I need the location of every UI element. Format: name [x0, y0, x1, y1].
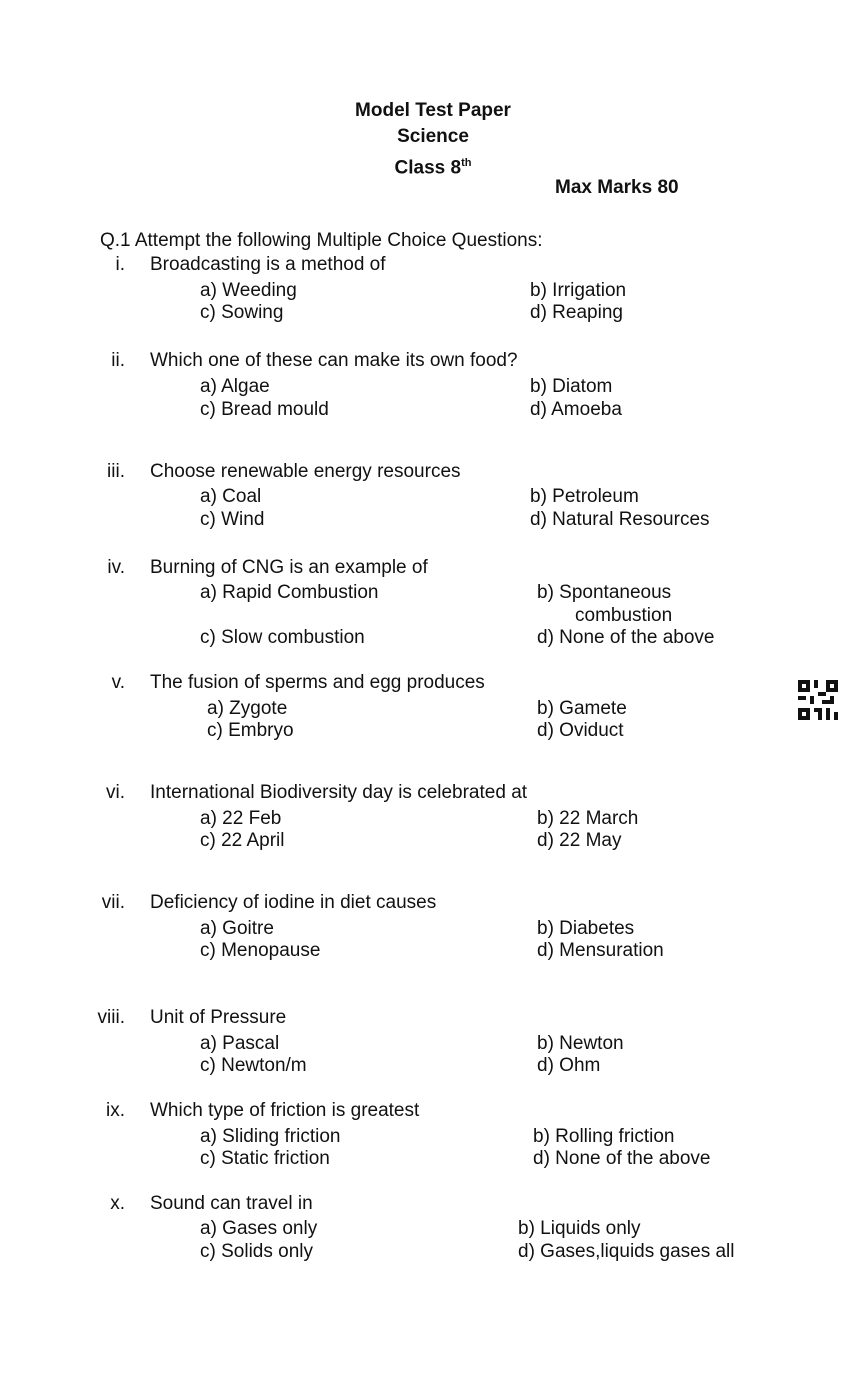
question-number: ii. — [111, 350, 125, 371]
option-c[interactable]: c) Menopause — [200, 940, 321, 961]
option-a[interactable]: a) Sliding friction — [200, 1126, 341, 1147]
option-b[interactable]: b) Rolling friction — [533, 1126, 675, 1147]
question-text: Which one of these can make its own food? — [150, 350, 518, 371]
option-b[interactable]: b) Diatom — [530, 376, 613, 397]
question-number: iv. — [107, 557, 125, 578]
option-a[interactable]: a) Gases only — [200, 1218, 318, 1239]
option-b[interactable]: b) 22 March — [537, 808, 639, 829]
option-d[interactable]: d) Natural Resources — [530, 509, 710, 530]
class-sup: th — [461, 157, 472, 169]
option-d[interactable]: d) Ohm — [537, 1055, 601, 1076]
option-d[interactable]: d) None of the above — [533, 1148, 711, 1169]
question-text: International Biodiversity day is celebrated at — [150, 782, 528, 803]
option-d[interactable]: d) Reaping — [530, 302, 623, 323]
option-b[interactable]: b) Gamete — [537, 698, 627, 719]
question-number: viii. — [97, 1007, 125, 1028]
paper-title: Model Test Paper — [355, 100, 511, 121]
option-a[interactable]: a) Pascal — [200, 1033, 280, 1054]
question-text: Which type of friction is greatest — [150, 1100, 420, 1121]
question-number: vii. — [101, 892, 125, 913]
option-c[interactable]: c) Embryo — [207, 720, 294, 741]
option-c[interactable]: c) Wind — [200, 509, 265, 530]
question-number: iii. — [107, 461, 125, 482]
option-d[interactable]: d) 22 May — [537, 830, 622, 851]
option-a[interactable]: a) Algae — [200, 376, 270, 397]
question-number: i. — [115, 254, 125, 275]
option-b[interactable]: b) Spontaneous — [537, 582, 672, 603]
option-b[interactable]: b) Newton — [537, 1033, 624, 1054]
question-text: The fusion of sperms and egg produces — [150, 672, 485, 693]
option-a[interactable]: a) Rapid Combustion — [200, 582, 379, 603]
question-number: x. — [110, 1193, 125, 1214]
option-c[interactable]: c) Sowing — [200, 302, 284, 323]
subject: Science — [397, 126, 469, 147]
question-text: Unit of Pressure — [150, 1007, 287, 1028]
section-instruction: Q.1 Attempt the following Multiple Choice Questions: — [100, 230, 543, 251]
option-c[interactable]: c) 22 April — [200, 830, 285, 851]
option-a[interactable]: a) Goitre — [200, 918, 274, 939]
option-b[interactable]: b) Irrigation — [530, 280, 627, 301]
option-a[interactable]: a) Coal — [200, 486, 262, 507]
option-b-continued[interactable]: combustion — [575, 605, 673, 626]
option-b[interactable]: b) Petroleum — [530, 486, 639, 507]
question-text: Deficiency of iodine in diet causes — [150, 892, 437, 913]
option-d[interactable]: d) Amoeba — [530, 399, 622, 420]
option-a[interactable]: a) 22 Feb — [200, 808, 282, 829]
class-label — [0, 152, 850, 179]
question-number: vi. — [106, 782, 125, 803]
question-text: Sound can travel in — [150, 1193, 313, 1214]
option-d[interactable]: d) Oviduct — [537, 720, 624, 741]
option-c[interactable]: c) Newton/m — [200, 1055, 307, 1076]
option-c[interactable]: c) Bread mould — [200, 399, 329, 420]
question-number: v. — [111, 672, 125, 693]
option-c[interactable]: c) Solids only — [200, 1241, 313, 1262]
option-c[interactable]: c) Slow combustion — [200, 627, 365, 648]
option-b[interactable]: b) Liquids only — [518, 1218, 641, 1239]
max-marks: Max Marks 80 — [555, 177, 679, 198]
question-text: Choose renewable energy resources — [150, 461, 461, 482]
qr-code-icon — [798, 680, 838, 720]
option-b[interactable]: b) Diabetes — [537, 918, 635, 939]
option-c[interactable]: c) Static friction — [200, 1148, 330, 1169]
option-d[interactable]: d) Mensuration — [537, 940, 664, 961]
option-a[interactable]: a) Weeding — [200, 280, 297, 301]
option-d[interactable]: d) Gases,liquids gases all — [518, 1241, 735, 1262]
question-number: ix. — [106, 1100, 125, 1121]
class-text: Class 8 — [394, 157, 462, 179]
question-text: Broadcasting is a method of — [150, 254, 386, 275]
option-d[interactable]: d) None of the above — [537, 627, 715, 648]
question-text: Burning of CNG is an example of — [150, 557, 428, 578]
option-a[interactable]: a) Zygote — [207, 698, 288, 719]
